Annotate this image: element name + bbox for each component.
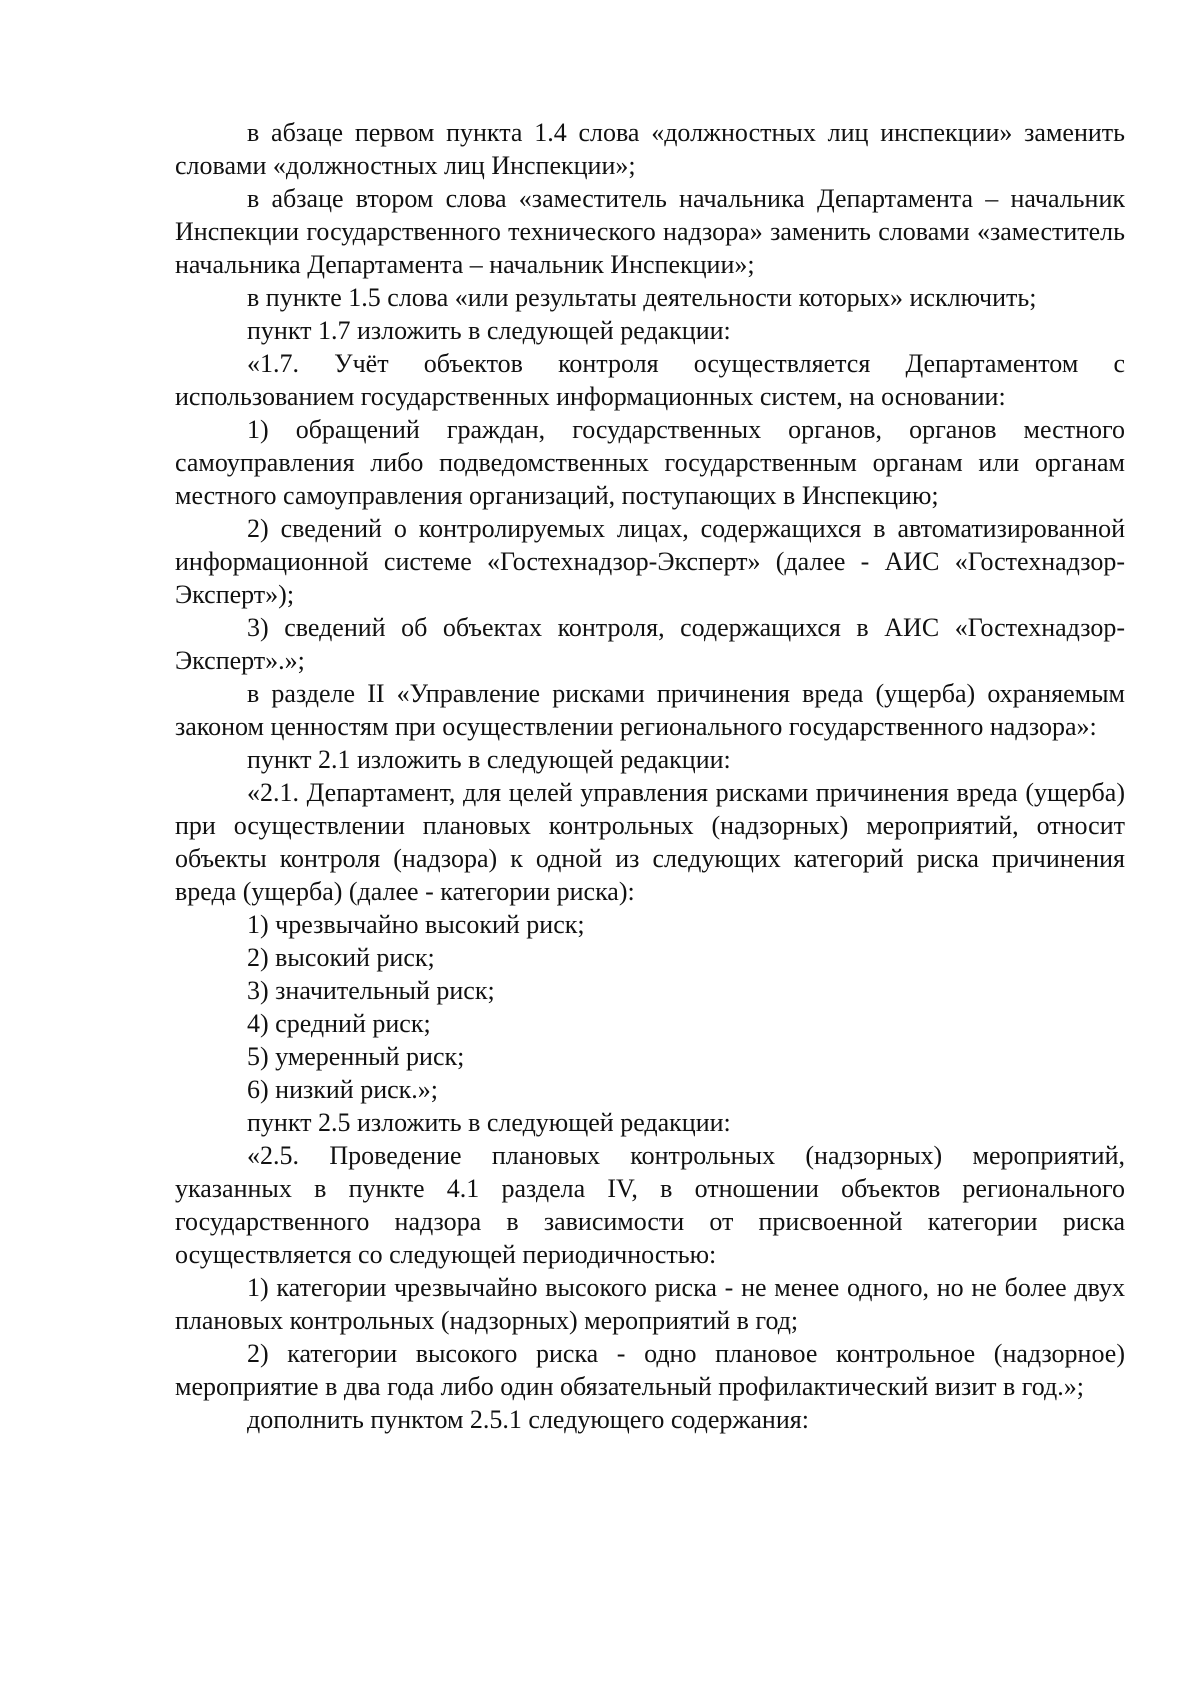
paragraph: 1) категории чрезвычайно высокого риска - не менее одного, но не более двух плановых контрольных (надзорных) мероприятий в год; <box>175 1273 1125 1335</box>
paragraph: 2) категории высокого риска - одно плановое контрольное (надзорное) мероприятие в два года либо один обязательный профилактический визит в год.»; <box>175 1339 1125 1401</box>
paragraph: 3) сведений об объектах контроля, содержащихся в АИС «Гостехнадзор-Эксперт».»; <box>175 613 1125 675</box>
paragraph: в абзаце втором слова «заместитель начальника Департамента – начальник Инспекции государственного технического надзора» заменить словами «заместитель начальника Департамента – начальник Инспекции»; <box>175 184 1125 279</box>
paragraph: дополнить пунктом 2.5.1 следующего содержания: <box>247 1405 809 1434</box>
paragraph: 1) обращений граждан, государственных органов, органов местного самоуправления либо подведомственных государственным органам или органам местного самоуправления организаций, поступающих в Инспекцию; <box>175 415 1125 510</box>
list-item: 1) чрезвычайно высокий риск; <box>247 910 585 939</box>
paragraph: в разделе II «Управление рисками причинения вреда (ущерба) охраняемым законом ценностям при осуществлении регионального государственного надзора»: <box>175 679 1125 741</box>
paragraph: пункт 2.5 изложить в следующей редакции: <box>247 1108 731 1137</box>
list-item: 2) высокий риск; <box>247 943 435 972</box>
paragraph: в абзаце первом пункта 1.4 слова «должностных лиц инспекции» заменить словами «должностных лиц Инспекции»; <box>175 118 1125 180</box>
paragraph: «1.7. Учёт объектов контроля осуществляется Департаментом с использованием государственных информационных систем, на основании: <box>175 349 1125 411</box>
paragraph: «2.1. Департамент, для целей управления рисками причинения вреда (ущерба) при осуществлении плановых контрольных (надзорных) мероприятий, относит объекты контроля (надзора) к одной из следующих категорий риска причинения вреда (ущерба) (далее - категории риска): <box>175 778 1125 906</box>
list-item: 3) значительный риск; <box>247 976 495 1005</box>
list-item: 4) средний риск; <box>247 1009 431 1038</box>
paragraph: в пункте 1.5 слова «или результаты деятельности которых» исключить; <box>247 283 1037 312</box>
document-body <box>175 116 1125 1436</box>
paragraph: 2) сведений о контролируемых лицах, содержащихся в автоматизированной информационной системе «Гостехнадзор-Эксперт» (далее - АИС «Гостехнадзор-Эксперт»); <box>175 514 1125 609</box>
paragraph: пункт 2.1 изложить в следующей редакции: <box>247 745 731 774</box>
paragraph: пункт 1.7 изложить в следующей редакции: <box>247 316 731 345</box>
list-item: 5) умеренный риск; <box>247 1042 465 1071</box>
list-item: 6) низкий риск.»; <box>247 1075 439 1104</box>
paragraph: «2.5. Проведение плановых контрольных (надзорных) мероприятий, указанных в пункте 4.1 раздела IV, в отношении объектов регионального государственного надзора в зависимости от присвоенной категории риска осуществляется со следующей периодичностью: <box>175 1141 1125 1269</box>
